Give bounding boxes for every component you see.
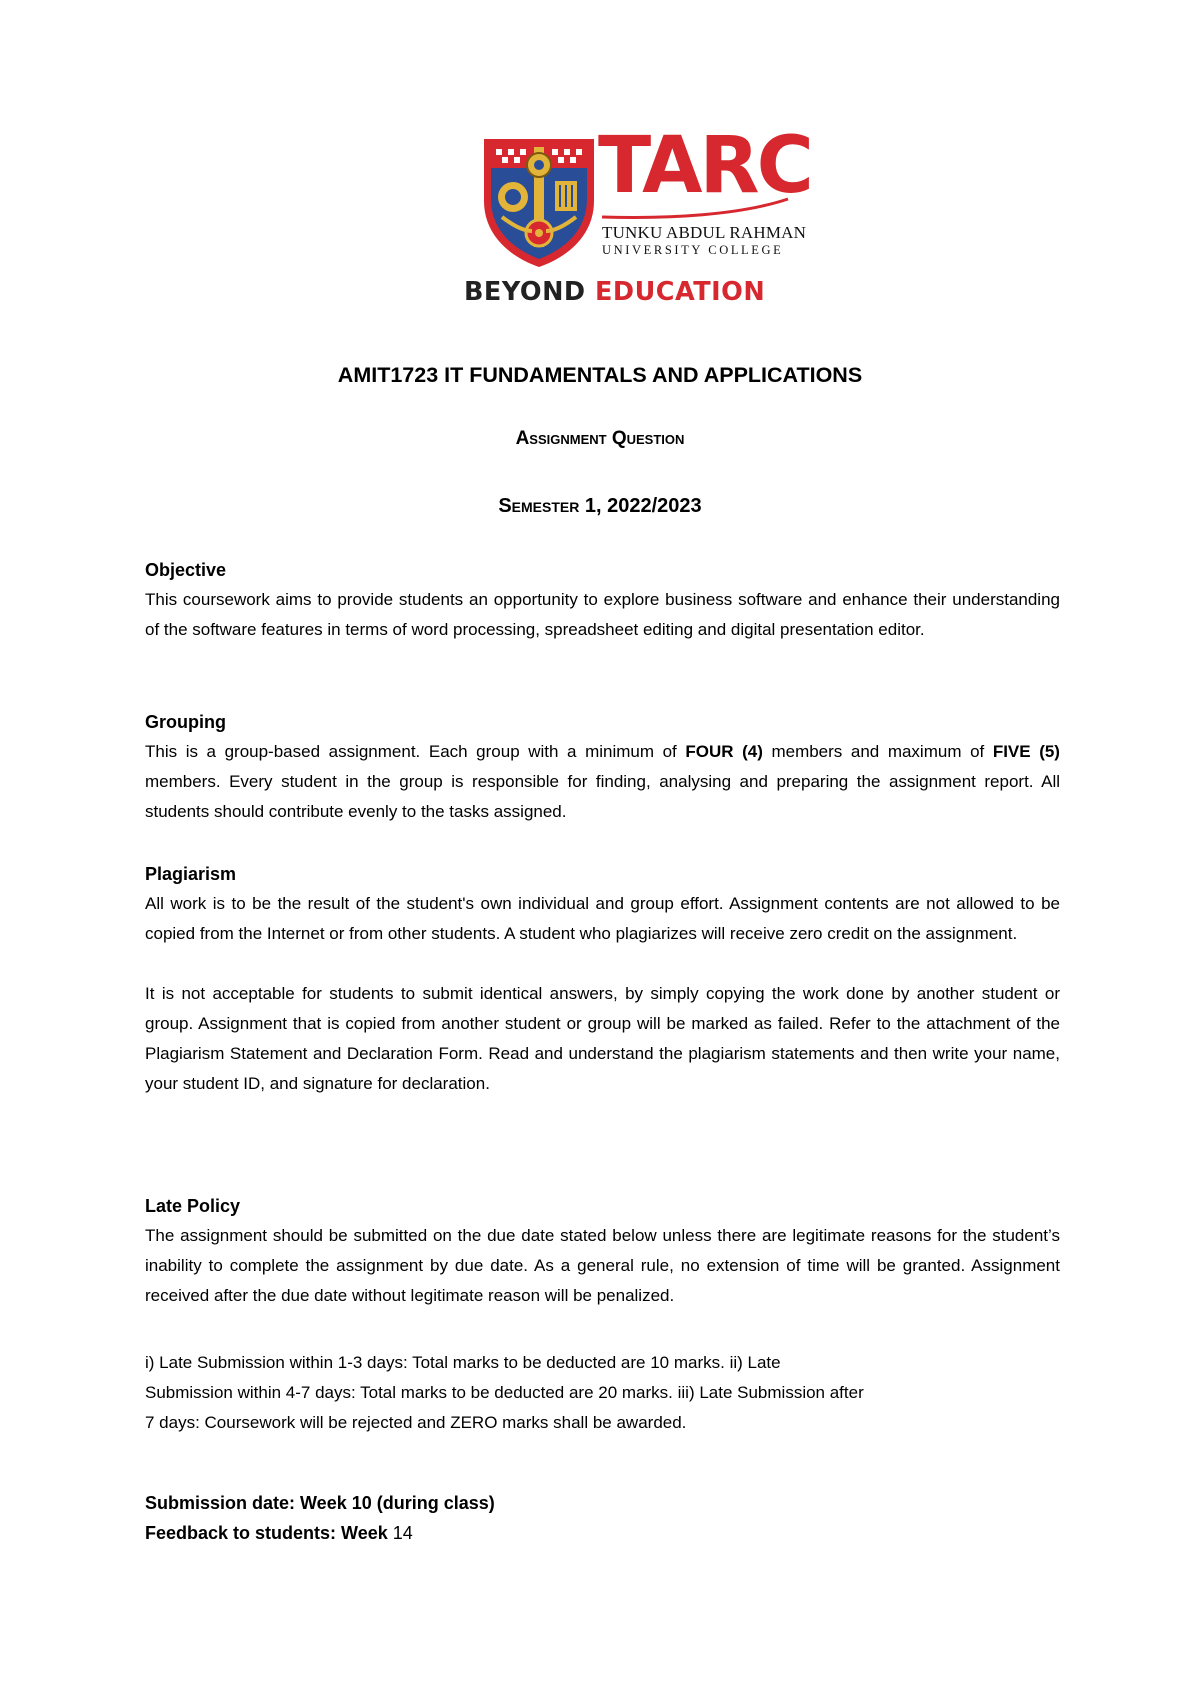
feedback-week: 14 [392, 1523, 413, 1543]
objective-section [145, 555, 1060, 645]
dates-section [145, 1488, 1060, 1548]
feedback-label: Feedback to students: Week [145, 1523, 388, 1543]
plagiarism-para-1: All work is to be the result of the student's own individual and group effort. Assignment contents are not allowed to be copied from the Internet or from other students. A student who plagiarizes will receive zero credit on the assignment. [145, 894, 1060, 943]
tagline-beyond: BEYOND [464, 277, 586, 307]
objective-heading: Objective [145, 560, 227, 580]
feedback-date [145, 1518, 1060, 1548]
plagiarism-heading: Plagiarism [145, 864, 237, 884]
tarc-logo [464, 121, 811, 307]
brand-wordmark: TARC [598, 121, 811, 211]
late-rule-line: Submission within 4-7 days: Total marks to be deducted are 20 marks. iii) Late Submission after [145, 1383, 864, 1402]
brand-swoosh-icon [600, 197, 790, 221]
grouping-text-part: members and maximum of [762, 742, 993, 761]
late-policy-text: The assignment should be submitted on the due date stated below unless there are legitimate reasons for the student’s inability to complete the assignment by due date. As a general rule, no extension of time will be granted. Assignment received after the due date without legitimate reason will be penalized. [145, 1226, 1060, 1305]
grouping-text-part: This is a group-based assignment. Each group with a minimum of [145, 742, 686, 761]
university-crest-icon [480, 135, 598, 270]
min-members: FOUR (4) [685, 742, 763, 761]
late-rule-line: 7 days: Coursework will be rejected and ZERO marks shall be awarded. [145, 1413, 687, 1432]
document-type: Assignment Question [515, 428, 685, 449]
grouping-heading: Grouping [145, 712, 226, 732]
semester: Semester 1, 2022/2023 [498, 495, 702, 517]
grouping-text [145, 737, 1060, 827]
tagline-education: EDUCATION [595, 277, 766, 307]
submission-date: Submission date: Week 10 (during class) [145, 1493, 495, 1513]
course-title: AMIT1723 IT FUNDAMENTALS AND APPLICATIONS [337, 363, 863, 387]
tagline [464, 277, 765, 307]
late-rule-line: i) Late Submission within 1-3 days: Total marks to be deducted are 10 marks. ii) Late [145, 1353, 781, 1372]
university-name-line1: TUNKU ABDUL RAHMAN [602, 223, 807, 242]
university-name-line2: UNIVERSITY COLLEGE [602, 243, 784, 257]
objective-text: This coursework aims to provide students an opportunity to explore business software and enhance their understanding of the software features in terms of word processing, spreadsheet editing and digital presentation editor. [145, 590, 1060, 639]
plagiarism-para-2: It is not acceptable for students to submit identical answers, by simply copying the work done by another student or group. Assignment that is copied from another student or group will be marked as failed. Refer to the attachment of the Plagiarism Statement and Declaration Form. Read and understand the plagiarism statements and then write your name, your student ID, and signature for declaration. [145, 984, 1060, 1093]
late-policy-heading: Late Policy [145, 1196, 241, 1216]
late-policy-section [145, 1191, 1060, 1311]
max-members: FIVE (5) [992, 742, 1060, 761]
plagiarism-section [145, 859, 1060, 1099]
grouping-section [145, 707, 1060, 827]
late-rules [145, 1348, 1060, 1438]
grouping-text-part: members. Every student in the group is responsible for finding, analysing and preparing the assignment report. All students should contribute evenly to the tasks assigned. [145, 772, 1060, 821]
